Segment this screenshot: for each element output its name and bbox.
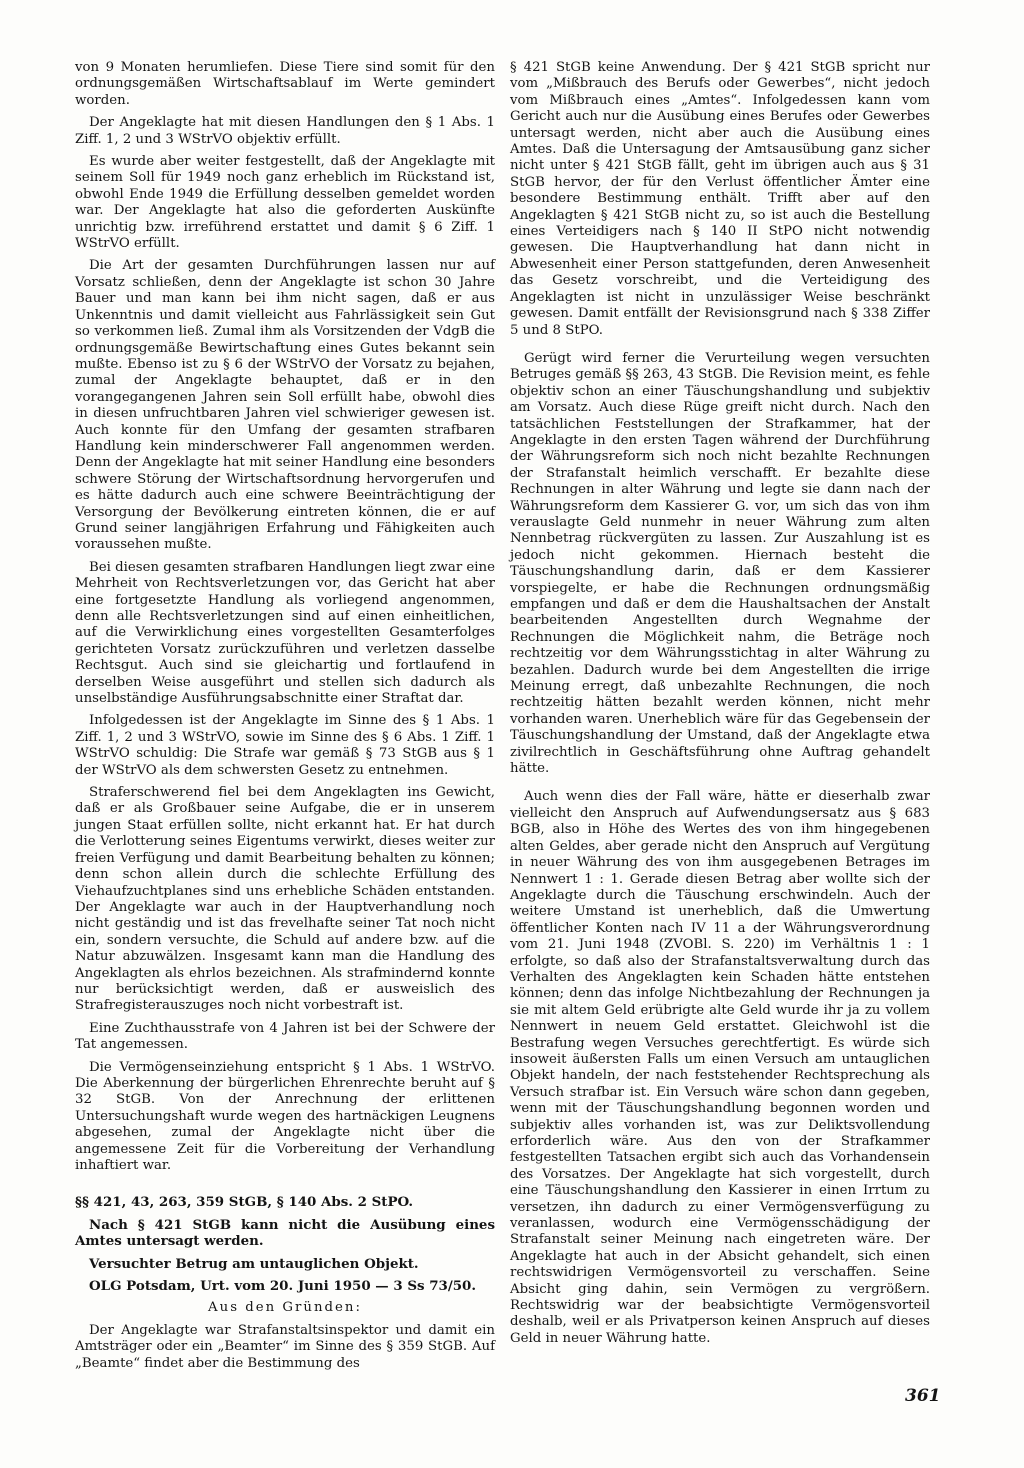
headnote-subject: Versuchter Betrug am untauglichen Objekt. <box>89 1255 419 1272</box>
paragraph: Straferschwerend fiel bei dem Angeklagten ins Gewicht, daß er als Großbauer seine Aufgabe, die er in unserem jungen Staat erfüllen sollte, nicht erkannt hat. Er hat durch die Verlotterung seines Eigentums verwirkt, dieses weiter zur freien Verfügung und damit Bearbeitung behalten zu können; denn schon allein durch die schlechte Erfüllung des Viehaufzuchtplanes sind uns erhebliche Schäden entstanden. Der Angeklagte war auch in der Hauptverhandlung noch nicht geständig und ist das frevelhafte seiner Tat noch nicht ein, sondern versuchte, die Schuld auf andere bzw. auf die Natur abzuwälzen. Insgesamt kann man die Handlung des Angeklagten als ehrlos bezeichnen. Als strafmindernd konnte nur berücksichtigt werden, daß er ausweislich des Strafregisterauszuges noch nicht vorbestraft ist. <box>75 785 495 1014</box>
page-number: 361 <box>905 1386 941 1406</box>
paragraph: Gerügt wird ferner die Verurteilung wegen versuchten Betruges gemäß §§ 263, 43 StGB. Die Revision meint, es fehle objektiv schon an einer Täuschungshandlung und subjektiv am Vorsatz. Auch diese Rüge greift nicht durch. Nach den tatsächlichen Feststellungen der Strafkammer, hat der Angeklagte in den ersten Tagen während der Durchführung der Währungsreform sich noch nicht bezahlte Rechnungen der Strafanstalt heimlich verschafft. Er bezahlte diese Rechnungen in alter Währung und legte sie dann nach der Währungsreform dem Kassierer G. vor, um sich das von ihm verauslagte Geld nunmehr in neuer Währung zum alten Nennbetrag rückvergüten zu lassen. Zur Auszahlung ist es jedoch nicht gekommen. Hiernach besteht die Täuschungshandlung darin, daß er dem Kassierer vorspiegelte, er habe die Rechnungen ordnungsmäßig empfangen und daß er dem die Haushaltsachen der Anstalt bearbeitenden Angestellten durch Wegnahme der Rechnungen die Möglichkeit nahm, die Beträge noch rechtzeitig vor dem Währungsstichtag in alter Währung zu bezahlen. Dadurch wurde bei dem Angestellten die irrige Meinung erregt, daß unbezahlte Rechnungen, die noch rechtzeitig hätten bezahlt werden können, nicht mehr vorhanden waren. Unerheblich wäre für das Gegebensein der Täuschungshandlung der Umstand, daß der Angeklagte etwa zivilrechtlich in Geschäftsführung ohne Auftrag gehandelt hätte. <box>510 350 930 777</box>
headnote-rule: Nach § 421 StGB kann nicht die Ausübung eines Amtes untersagt werden. <box>75 1216 495 1250</box>
paragraph: Bei diesen gesamten strafbaren Handlungen liegt zwar eine Mehrheit von Rechtsverletzungen vor, das Gericht hat aber eine fortgesetzte Handlung als vorliegend angenommen, denn alle Rechtsverletzungen sind auf einen einheitlichen, auf die Verwirklichung eines vorgestellten Gesamterfolges gerichteten Vorsatz zurückzuführen und verletzen dasselbe Rechtsgut. Auch sind sie gleichartig und fortlaufend in derselben Weise ausgeführt und stellen sich dadurch als unselbständige Ausführungsabschnitte einer Straftat dar. <box>75 559 495 707</box>
paragraph: Die Vermögenseinziehung entspricht § 1 Abs. 1 WStrVO. Die Aberkennung der bürgerlichen Ehrenrechte beruht auf § 32 StGB. Von der Anrechnung der erlittenen Untersuchungshaft wurde wegen des hartnäckigen Leugnens abgesehen, zumal der Angeklagte nicht über die angemessene Zeit für die Vorbereitung der Verhandlung inhaftiert war. <box>75 1059 495 1173</box>
decision-headnote <box>75 1194 495 1294</box>
headnote-court-citation: OLG Potsdam, Urt. vom 20. Juni 1950 — 3 Ss 73/50. <box>89 1278 477 1295</box>
paragraph: Infolgedessen ist der Angeklagte im Sinne des § 1 Abs. 1 Ziff. 1, 2 und 3 WStrVO, sowie im Sinne des § 6 Abs. 1 Ziff. 1 WStrVO schuldig: Die Strafe war gemäß § 73 StGB aus § 1 der WStrVO als dem schwersten Gesetz zu entnehmen. <box>75 713 495 778</box>
paragraph: Es wurde aber weiter festgestellt, daß der Angeklagte mit seinem Soll für 1949 noch ganz erheblich im Rückstand ist, obwohl Ende 1949 die Erfüllung desselben gemeldet worden war. Der Angeklagte hat also die geforderten Auskünfte unrichtig bzw. irreführend erstattet und damit § 6 Ziff. 1 WStrVO erfüllt. <box>75 154 495 252</box>
paragraph: von 9 Monaten herumliefen. Diese Tiere sind somit für den ordnungsgemäßen Wirtschaftsablauf im Werte gemindert worden. <box>75 60 495 108</box>
paragraph: Die Art der gesamten Durchführungen lassen nur auf Vorsatz schließen, denn der Angeklagte ist schon 30 Jahre Bauer und man kann bei ihm nicht sagen, daß er aus Unkenntnis und damit vielleicht aus Fahrlässigkeit sein Gut so verkommen ließ. Zumal ihm als Vorsitzenden der VdgB die ordnungsgemäße Bewirtschaftung eines Gutes bekannt sein mußte. Ebenso ist zu § 6 der WStrVO der Vorsatz zu bejahen, zumal der Angeklagte behauptet, daß er in den vorangegangenen Jahren sein Soll erfüllt habe, obwohl dies in diesen unfruchtbaren Jahren viel schwieriger gewesen ist. Auch konnte für den Umfang der gesamten strafbaren Handlung kein minderschwerer Fall angenommen werden. Denn der Angeklagte hat mit seiner Handlung eine besonders schwere Störung der Wirtschaftsordnung hervorgerufen und es hätte dadurch auch eine schwere Beeinträchtigung der Versorgung der Bevölkerung eintreten können, die er auf Grund seiner langjährigen Erfahrung und Fähigkeiten auch voraussehen mußte. <box>75 258 495 553</box>
right-column <box>510 60 930 1353</box>
paragraph: Der Angeklagte hat mit diesen Handlungen den § 1 Abs. 1 Ziff. 1, 2 und 3 WStrVO objektiv erfüllt. <box>75 115 495 147</box>
reasons-heading: Aus den Gründen: <box>208 1300 362 1316</box>
paragraph: Eine Zuchthausstrafe von 4 Jahren ist bei der Schwere der Tat angemessen. <box>75 1020 495 1053</box>
paragraph: Auch wenn dies der Fall wäre, hätte er dieserhalb zwar vielleicht den Anspruch auf Aufwendungsersatz aus § 683 BGB, also in Höhe des Wertes des von ihm hingegebenen alten Geldes, aber gerade nicht den Anspruch auf Vergütung in neuer Währung des von ihm ausgegebenen Betrages im Nennwert 1 : 1. Gerade diesen Betrag aber wollte sich der Angeklagte durch die Täuschung erschwindeln. Auch der weitere Umstand ist unerheblich, daß die Umwertung öffentlicher Konten nach IV 11 a der Währungsverordnung vom 21. Juni 1948 (ZVOBl. S. 220) im Verhältnis 1 : 1 erfolgte, so daß also der Strafanstaltsverwaltung durch das Verhalten des Angeklagten kein Schaden hätte entstehen können; denn das infolge Nichtbezahlung der Rechnungen ja sie mit altem Geld erübrigte alte Geld wurde ihr ja zu vollem Nennwert in neuem Geld erstattet. Gleichwohl ist die Bestrafung wegen Versuches gerechtfertigt. Es würde sich insoweit äußersten Falls um einen Versuch am untauglichen Objekt handeln, der nach feststehender Rechtsprechung als Versuch strafbar ist. Ein Versuch wäre schon dann gegeben, wenn mit der Täuschungshandlung begonnen worden und subjektiv alles vorhanden ist, was zur Deliktsvollendung erforderlich wäre. Aus den von der Strafkammer festgestellten Tatsachen ergibt sich auch das Vorhandensein des Vorsatzes. Der Angeklagte hat sich vorgestellt, durch eine Täuschungshandlung den Kassierer in einen Irrtum zu versetzen, ihn dadurch zu einer Vermögensverfügung zu veranlassen, wodurch eine Vermögensschädigung der Strafanstalt seiner Meinung nach eingetreten wäre. Der Angeklagte hat auch in der Absicht gehandelt, sich einen rechtswidrigen Vermögensvorteil zu verschaffen. Seine Absicht ging dahin, sein Vermögen zu vergrößern. Rechtswidrig war der beabsichtigte Vermögensvorteil deshalb, weil er als Privatperson keinen Anspruch auf dieses Geld in neuer Währung hatte. <box>510 789 930 1346</box>
paragraph: Der Angeklagte war Strafanstaltsinspektor und damit ein Amtsträger oder ein „Beamter“ im Sinne des § 359 StGB. Auf „Beamte“ findet aber die Bestimmung des <box>75 1322 495 1371</box>
headnote-statutes: §§ 421, 43, 263, 359 StGB, § 140 Abs. 2 StPO. <box>75 1194 414 1211</box>
left-column <box>75 60 495 1378</box>
paragraph: § 421 StGB keine Anwendung. Der § 421 StGB spricht nur vom „Mißbrauch des Berufs oder Gewerbes“, nicht jedoch vom Mißbrauch eines „Amtes“. Infolgedessen kann vom Gericht auch nur die Ausübung eines Berufes oder Gewerbes untersagt werden, nicht aber auch die Ausübung eines Amtes. Daß die Untersagung der Amtsausübung ganz sicher nicht unter § 421 StGB fällt, geht im übrigen auch aus § 31 StGB hervor, der für den Verlust öffentlicher Ämter eine besondere Bestimmung enthält. Trifft aber auf den Angeklagten § 421 StGB nicht zu, so ist auch die Bestellung eines Verteidigers nach § 140 II StPO nicht notwendig gewesen. Die Hauptverhandlung hat dann nicht in Abwesenheit einer Person stattgefunden, deren Anwesenheit das Gesetz vorschreibt, und die Verteidigung des Angeklagten ist nicht in unzulässiger Weise beschränkt gewesen. Damit entfällt der Revisionsgrund nach § 338 Ziffer 5 und 8 StPO. <box>510 60 930 338</box>
